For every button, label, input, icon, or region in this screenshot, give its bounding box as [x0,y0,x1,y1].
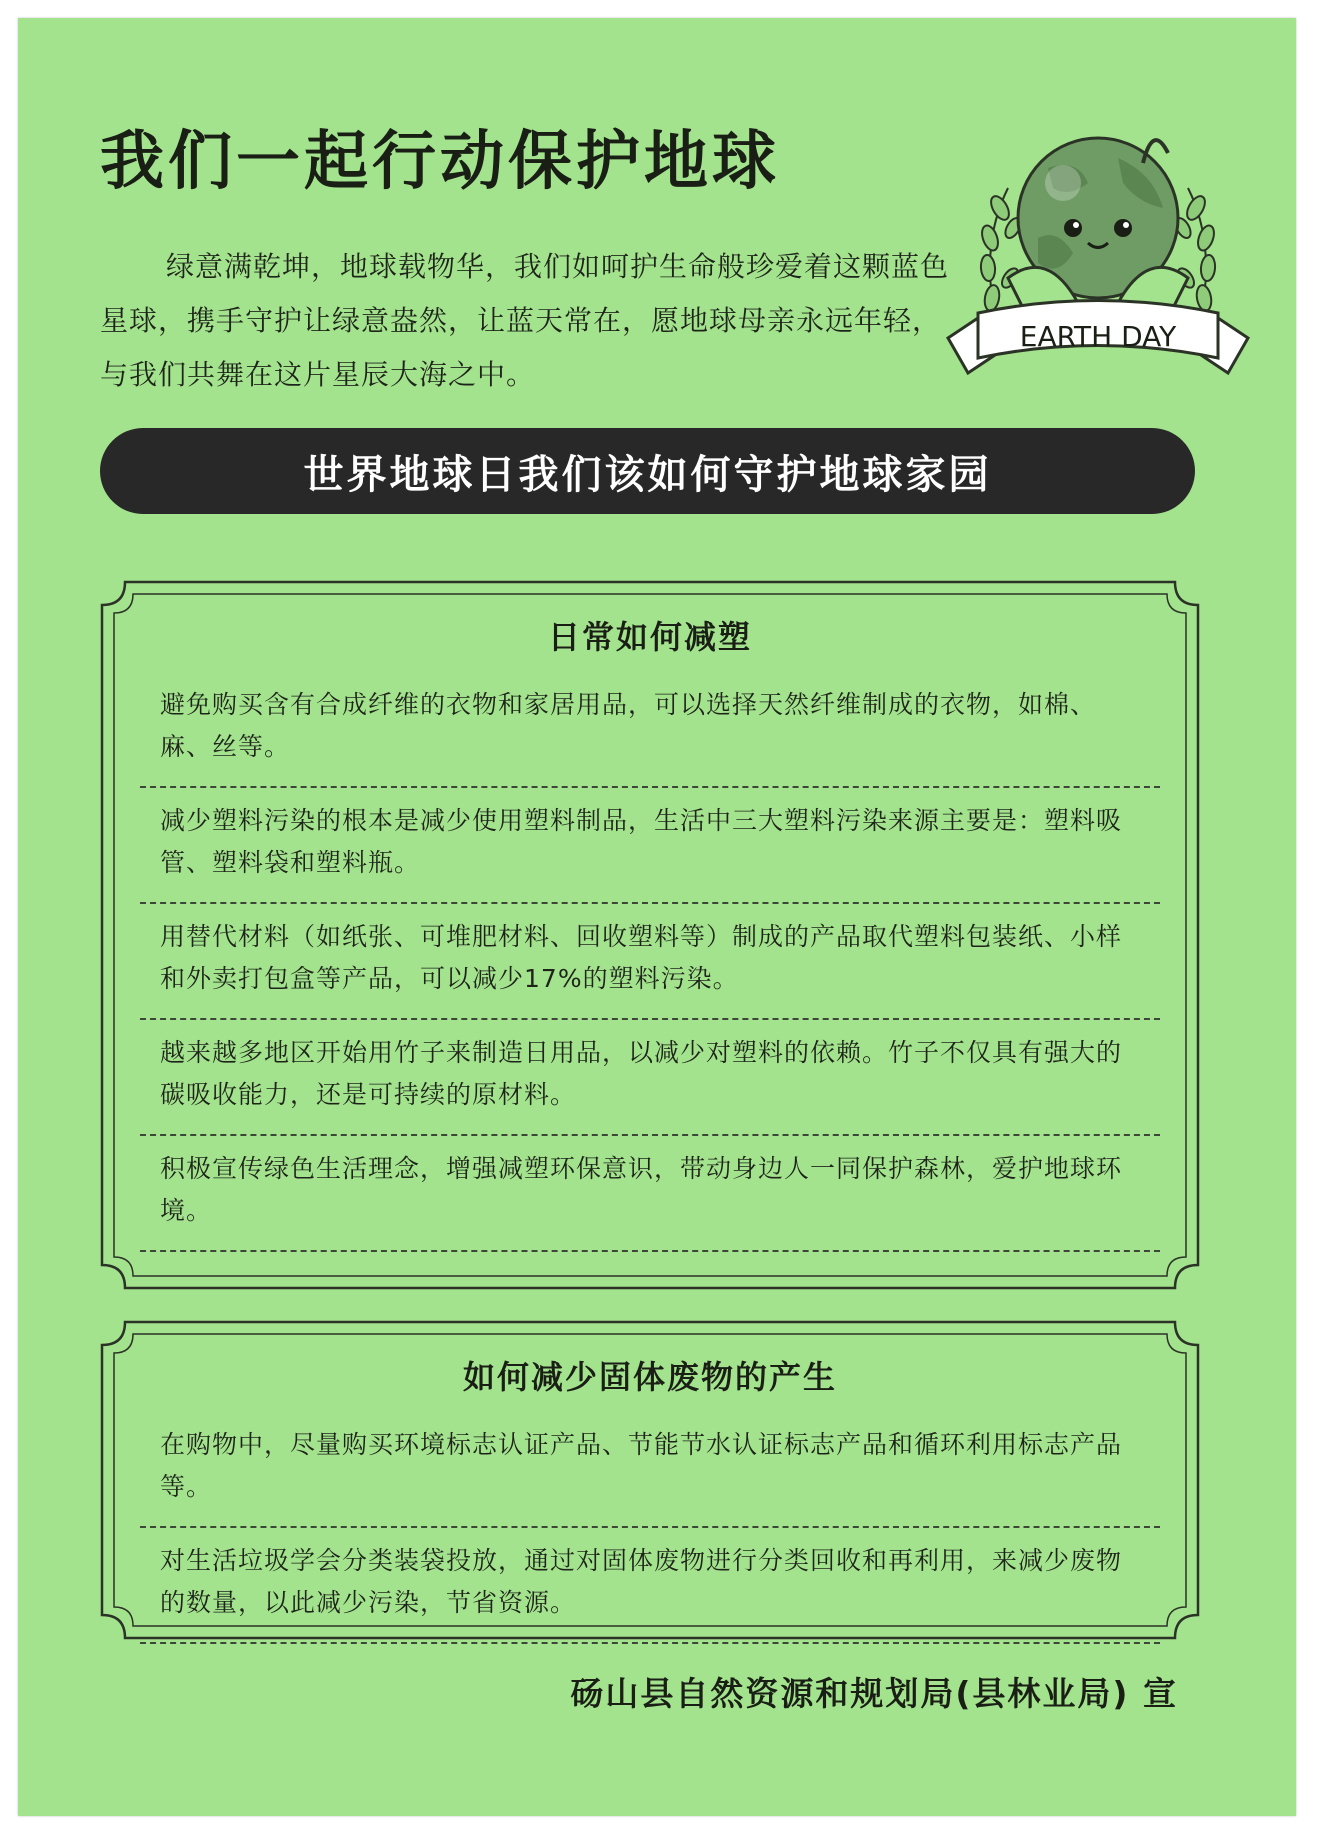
publisher-footer: 砀山县自然资源和规划局(县林业局) 宣 [570,1674,1178,1713]
list-item: 积极宣传绿色生活理念，增强减塑环保意识，带动身边人一同保护森林，爱护地球环境。 [140,1136,1160,1252]
list-item: 避免购买含有合成纤维的衣物和家居用品，可以选择天然纤维制成的衣物，如棉、麻、丝等。 [140,672,1160,788]
banner-text: 世界地球日我们该如何守护地球家园 [303,451,992,498]
list-item: 减少塑料污染的根本是减少使用塑料制品，生活中三大塑料污染来源主要是：塑料吸管、塑料袋和塑料瓶。 [140,788,1160,904]
flyer-sheet [18,18,1296,1816]
solid-waste-panel [100,1320,1200,1640]
list-item: 对生活垃圾学会分类装袋投放，通过对固体废物进行分类回收和再利用，来减少废物的数量，以此减少污染，节省资源。 [140,1528,1160,1644]
list-item: 在购物中，尽量购买环境标志认证产品、节能节水认证标志产品和循环利用标志产品等。 [140,1412,1160,1528]
section-banner [100,428,1195,514]
intro-paragraph: 绿意满乾坤，地球载物华，我们如呵护生命般珍爱着这颗蓝色星球，携手守护让绿意盎然，让蓝天常在，愿地球母亲永远年轻，与我们共舞在这片星辰大海之中。 [100,250,950,391]
earth-day-logo [938,128,1258,408]
earth-mascot-icon [938,128,1258,408]
main-title: 我们一起行动保护地球 [100,125,780,199]
ribbon-text: EARTH DAY [1019,320,1177,353]
section-heading: 如何减少固体废物的产生 [462,1358,837,1396]
list-item: 用替代材料（如纸张、可堆肥材料、回收塑料等）制成的产品取代塑料包装纸、小样和外卖打包盒等产品，可以减少17%的塑料污染。 [140,904,1160,1020]
plastic-reduction-panel [100,580,1200,1290]
section-heading: 日常如何减塑 [547,618,752,656]
list-item: 越来越多地区开始用竹子来制造日用品，以减少对塑料的依赖。竹子不仅具有强大的碳吸收能力，还是可持续的原材料。 [140,1020,1160,1136]
